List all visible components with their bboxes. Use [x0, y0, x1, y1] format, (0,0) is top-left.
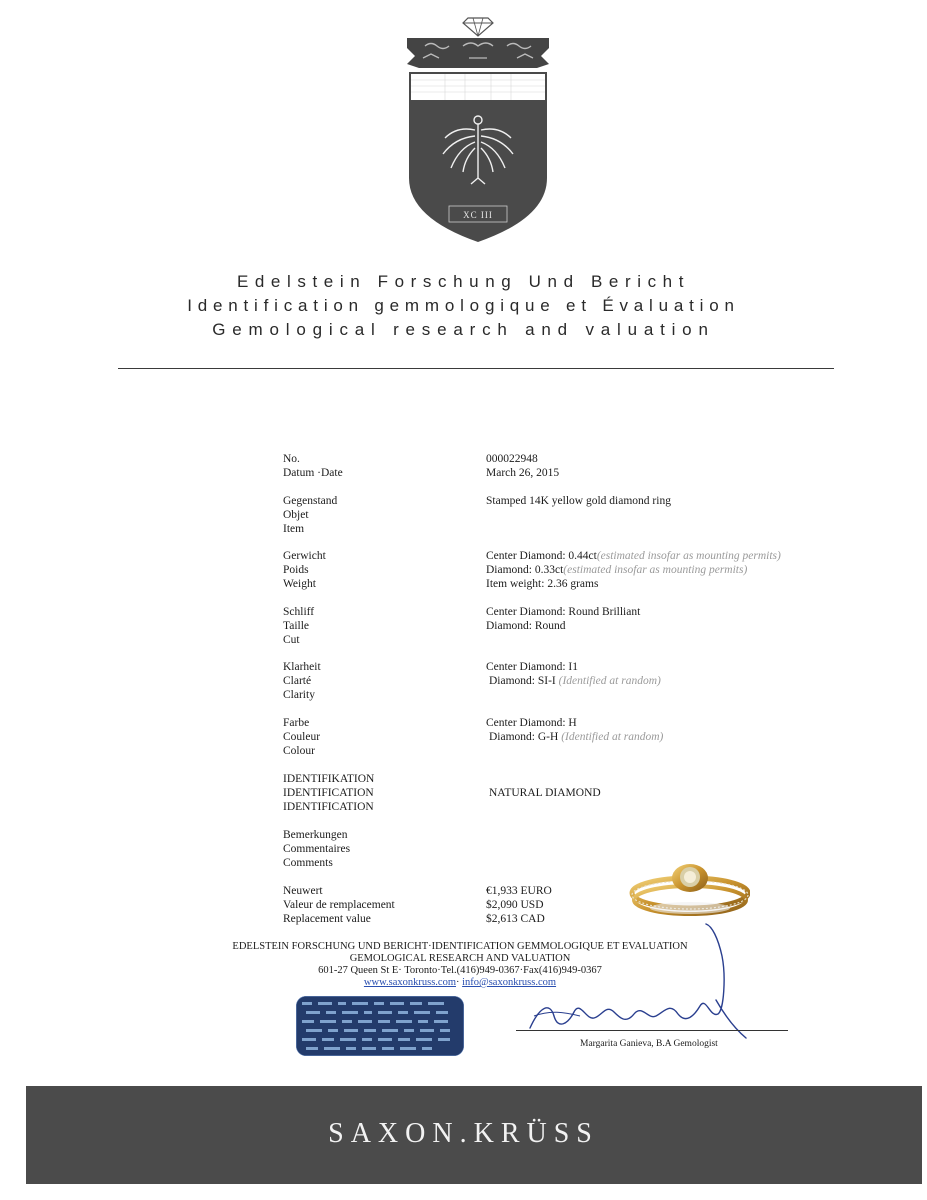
crest-logo — [405, 8, 551, 244]
weight-value-center — [486, 549, 781, 563]
weight-value-item: Item weight: 2.36 grams — [486, 578, 599, 590]
weight-diamond-text: Diamond: 0.33ct — [486, 564, 564, 576]
identification-label-en: IDENTIFICATION — [283, 801, 374, 813]
weight-label-fr: Poids — [283, 564, 309, 576]
cut-value-center: Center Diamond: Round Brilliant — [486, 606, 641, 618]
valuation-euro: €1,933 EURO — [486, 885, 552, 897]
clarity-value-diamond — [489, 674, 661, 688]
identification-label-fr: IDENTIFICATION — [283, 787, 374, 799]
date-label: Datum ·Date — [283, 467, 343, 479]
weight-label-de: Gerwicht — [283, 550, 326, 562]
colour-note: (Identified at random) — [561, 731, 664, 743]
identification-value: NATURAL DIAMOND — [489, 787, 601, 799]
crown-icon — [407, 38, 549, 68]
crest-numeral: XC III — [463, 210, 493, 220]
email-link[interactable]: info@saxonkruss.com — [462, 977, 557, 988]
weight-center-note: (estimated insofar as mounting permits) — [596, 550, 781, 562]
comments-label-fr: Commentaires — [283, 843, 351, 855]
cut-value-diamond: Diamond: Round — [486, 620, 566, 632]
website-link[interactable]: www.saxonkruss.com — [363, 977, 456, 988]
weight-label-en: Weight — [283, 578, 316, 590]
comments-label-en: Comments — [283, 857, 333, 869]
item-label-de: Gegenstand — [283, 495, 338, 507]
signer-name: Margarita Ganieva, B.A Gemologist — [580, 1039, 718, 1049]
clarity-diamond-text: Diamond: SI-I — [489, 675, 556, 687]
diamond-icon — [463, 18, 493, 36]
footer-line-2: GEMOLOGICAL RESEARCH AND VALUATION — [349, 953, 571, 964]
header-divider — [118, 368, 834, 369]
valuation-label-de: Neuwert — [283, 885, 323, 897]
weight-diamond-note: (estimated insofar as mounting permits) — [563, 564, 748, 576]
valuation-usd: $2,090 USD — [486, 899, 544, 911]
footer-line-1: EDELSTEIN FORSCHUNG UND BERICHT·IDENTIFICATION GEMMOLOGIQUE ET EVALUATION — [232, 941, 688, 952]
number-label: No. — [283, 453, 300, 465]
item-value: Stamped 14K yellow gold diamond ring — [486, 495, 671, 507]
valuation-label-en: Replacement value — [283, 913, 371, 925]
colour-label-de: Farbe — [283, 717, 310, 729]
weight-value-diamond — [486, 563, 747, 577]
item-label-en: Item — [283, 523, 305, 535]
contact-separator: · — [455, 977, 460, 988]
cut-label-en: Cut — [283, 634, 300, 646]
ring-photo — [620, 848, 750, 928]
header-line-german: Edelstein Forschung Und Bericht — [236, 272, 691, 291]
colour-label-en: Colour — [283, 745, 315, 757]
signature-line — [516, 1030, 788, 1031]
cut-label-de: Schliff — [283, 606, 315, 618]
clarity-label-fr: Clarté — [283, 675, 312, 687]
clarity-note: (Identified at random) — [558, 675, 661, 687]
colour-value-center: Center Diamond: H — [486, 717, 577, 729]
comments-label-de: Bemerkungen — [283, 829, 348, 841]
header-line-english: Gemological research and valuation — [212, 320, 715, 339]
brand-name: SAXON.KRÜSS — [328, 1118, 599, 1149]
number-value: 000022948 — [486, 453, 538, 465]
item-label-fr: Objet — [283, 509, 309, 521]
valuation-label-fr: Valeur de remplacement — [283, 899, 395, 911]
identification-label-de: IDENTIFIKATION — [283, 773, 375, 785]
clarity-label-en: Clarity — [283, 689, 315, 701]
footer-address: 601-27 Queen St E· Toronto·Tel.(416)949-0367·Fax(416)949-0367 — [318, 965, 602, 976]
cut-label-fr: Taille — [283, 620, 310, 632]
valuation-cad: $2,613 CAD — [486, 913, 545, 925]
clarity-label-de: Klarheit — [283, 661, 321, 673]
header-line-french: Identification gemmologique et Évaluation — [187, 296, 740, 315]
colour-label-fr: Couleur — [283, 731, 321, 743]
hologram-seal — [296, 996, 464, 1056]
colour-value-diamond — [489, 730, 663, 744]
colour-diamond-text: Diamond: G-H — [489, 731, 559, 743]
weight-center-text: Center Diamond: 0.44ct — [486, 550, 597, 562]
date-value: March 26, 2015 — [486, 467, 560, 479]
clarity-value-center: Center Diamond: I1 — [486, 661, 578, 673]
